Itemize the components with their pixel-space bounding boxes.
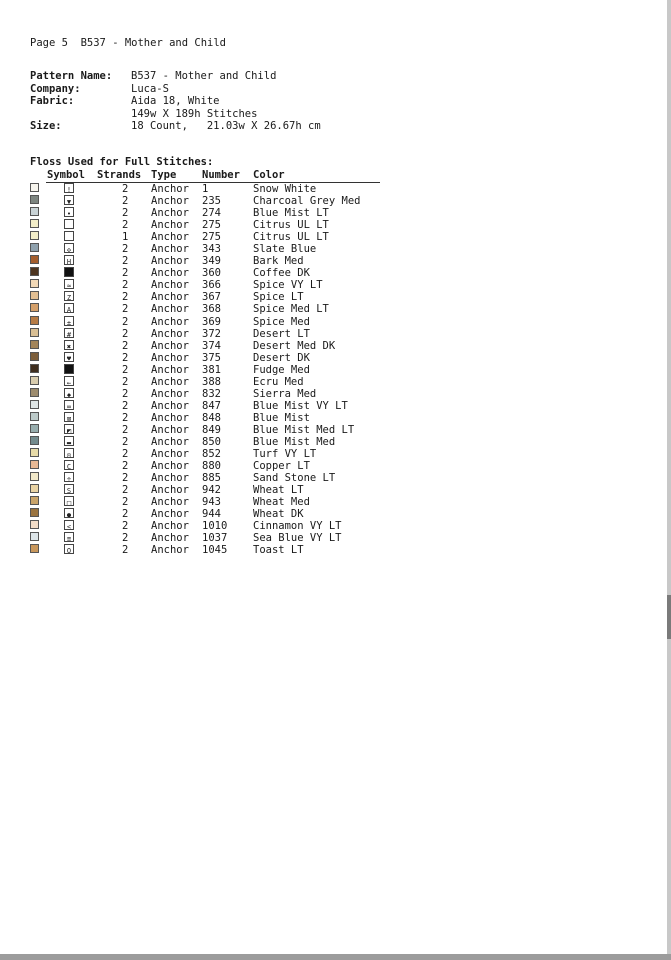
color-name-cell: Sea Blue VY LT — [253, 532, 342, 545]
color-swatch — [30, 183, 39, 192]
color-name-cell: Citrus UL LT — [253, 231, 329, 244]
column-type: Type — [151, 169, 177, 181]
number-cell: 1010 — [202, 520, 228, 533]
number-cell: 847 — [202, 399, 221, 412]
number-cell: 944 — [202, 508, 221, 521]
stitch-symbol-icon: Z — [64, 291, 74, 301]
table-row — [30, 291, 390, 303]
color-name-cell: Toast LT — [253, 544, 304, 557]
stitch-symbol-icon: • — [64, 207, 74, 217]
number-cell: 349 — [202, 255, 221, 268]
strands-cell: 2 — [122, 460, 129, 473]
color-swatch — [30, 448, 39, 457]
document-title: B537 - Mother and Child — [80, 37, 226, 49]
color-name-cell: Coffee DK — [253, 267, 310, 280]
table-row — [30, 316, 390, 328]
number-cell: 848 — [202, 411, 221, 424]
strands-cell: 2 — [122, 435, 129, 448]
type-cell: Anchor — [151, 255, 189, 268]
table-row — [30, 231, 390, 243]
stitch-symbol-icon — [64, 219, 74, 229]
column-number: Number — [202, 169, 240, 181]
strands-cell: 1 — [122, 231, 129, 244]
table-row — [30, 364, 390, 376]
size-value: 18 Count, 21.03w X 26.67h cm — [131, 120, 321, 132]
color-swatch — [30, 472, 39, 481]
page-header — [30, 37, 226, 49]
pattern-name-row — [30, 70, 321, 83]
table-row — [30, 496, 390, 508]
stitch-symbol-icon — [64, 267, 74, 277]
color-swatch — [30, 243, 39, 252]
type-cell: Anchor — [151, 351, 189, 364]
color-swatch — [30, 316, 39, 325]
color-name-cell: Desert DK — [253, 351, 310, 364]
number-cell: 943 — [202, 496, 221, 509]
color-name-cell: Turf VY LT — [253, 448, 317, 461]
stitch-symbol-icon: ✖ — [64, 340, 74, 350]
number-cell: 375 — [202, 351, 221, 364]
stitch-symbol-icon: C — [64, 460, 74, 470]
type-cell: Anchor — [151, 279, 189, 292]
color-swatch — [30, 207, 39, 216]
color-swatch — [30, 520, 39, 529]
color-swatch — [30, 255, 39, 264]
strands-cell: 2 — [122, 496, 129, 509]
table-row — [30, 352, 390, 364]
color-name-cell: Bark Med — [253, 255, 304, 268]
number-cell: 367 — [202, 291, 221, 304]
scrollbar-edge — [667, 0, 671, 960]
color-swatch — [30, 400, 39, 409]
color-name-cell: Citrus UL LT — [253, 219, 329, 232]
color-name-cell: Cinnamon VY LT — [253, 520, 342, 533]
color-name-cell: Blue Mist VY LT — [253, 399, 348, 412]
color-name-cell: Spice VY LT — [253, 279, 323, 292]
fabric-label: Fabric: — [30, 95, 75, 107]
number-cell: 1037 — [202, 532, 228, 545]
floss-section-title: Floss Used for Full Stitches: — [30, 156, 214, 168]
color-name-cell: Wheat LT — [253, 484, 304, 497]
stitch-symbol-icon: ⊠ — [64, 412, 74, 422]
color-swatch — [30, 279, 39, 288]
strands-cell: 2 — [122, 448, 129, 461]
number-cell: 852 — [202, 448, 221, 461]
table-row — [30, 267, 390, 279]
strands-cell: 2 — [122, 532, 129, 545]
type-cell: Anchor — [151, 207, 189, 220]
type-cell: Anchor — [151, 327, 189, 340]
table-row — [30, 219, 390, 231]
column-color: Color — [253, 169, 285, 181]
pattern-name-value: B537 - Mother and Child — [131, 70, 277, 82]
color-swatch — [30, 340, 39, 349]
number-cell: 366 — [202, 279, 221, 292]
stitch-symbol-icon: ≡ — [64, 532, 74, 542]
table-row — [30, 460, 390, 472]
stitch-symbol-icon: ◎ — [64, 448, 74, 458]
type-cell: Anchor — [151, 303, 189, 316]
number-cell: 850 — [202, 435, 221, 448]
table-row — [30, 207, 390, 219]
stitch-symbol-icon: S — [64, 484, 74, 494]
color-swatch — [30, 424, 39, 433]
strands-cell: 2 — [122, 339, 129, 352]
stitches-label-spacer — [30, 108, 131, 121]
color-name-cell: Sand Stone LT — [253, 472, 336, 485]
type-cell: Anchor — [151, 219, 189, 232]
color-swatch — [30, 388, 39, 397]
color-swatch — [30, 412, 39, 421]
color-swatch — [30, 364, 39, 373]
type-cell: Anchor — [151, 496, 189, 509]
size-row — [30, 120, 321, 133]
strands-cell: 2 — [122, 303, 129, 316]
column-strands: Strands — [97, 169, 142, 181]
stitch-symbol-icon: < — [64, 520, 74, 530]
type-cell: Anchor — [151, 532, 189, 545]
column-symbol: Symbol — [47, 169, 85, 181]
type-cell: Anchor — [151, 508, 189, 521]
table-row — [30, 376, 390, 388]
type-cell: Anchor — [151, 423, 189, 436]
strands-cell: 2 — [122, 520, 129, 533]
number-cell: 368 — [202, 303, 221, 316]
type-cell: Anchor — [151, 520, 189, 533]
color-name-cell: Blue Mist — [253, 411, 310, 424]
type-cell: Anchor — [151, 472, 189, 485]
stitch-symbol-icon: ! — [64, 183, 74, 193]
number-cell: 942 — [202, 484, 221, 497]
color-swatch — [30, 219, 39, 228]
table-row — [30, 328, 390, 340]
table-row — [30, 436, 390, 448]
stitches-row — [30, 108, 321, 121]
stitch-symbol-icon: ◩ — [64, 424, 74, 434]
strands-cell: 2 — [122, 363, 129, 376]
page-bottom-edge — [0, 954, 671, 960]
number-cell: 275 — [202, 231, 221, 244]
color-swatch — [30, 291, 39, 300]
color-name-cell: Slate Blue — [253, 243, 317, 256]
stitch-symbol-icon: ♥ — [64, 352, 74, 362]
stitch-symbol-icon: H — [64, 255, 74, 265]
type-cell: Anchor — [151, 435, 189, 448]
stitches-value: 149w X 189h Stitches — [131, 107, 258, 120]
color-name-cell: Spice Med LT — [253, 303, 329, 316]
stitch-symbol-icon: ▬ — [64, 436, 74, 446]
number-cell: 235 — [202, 195, 221, 208]
edge-mark — [667, 595, 671, 639]
type-cell: Anchor — [151, 484, 189, 497]
pattern-name-label: Pattern Name: — [30, 70, 113, 82]
number-cell: 1 — [202, 183, 209, 195]
number-cell: 1045 — [202, 544, 228, 557]
color-swatch — [30, 460, 39, 469]
stitch-symbol-icon: ✣ — [64, 243, 74, 253]
stitch-symbol-icon: ▼ — [64, 195, 74, 205]
stitch-symbol-icon: A — [64, 303, 74, 313]
stitch-symbol-icon: ◆ — [64, 388, 74, 398]
color-swatch — [30, 436, 39, 445]
color-swatch — [30, 484, 39, 493]
color-name-cell: Spice LT — [253, 291, 304, 304]
strands-cell: 2 — [122, 183, 129, 195]
color-name-cell: Desert LT — [253, 327, 310, 340]
type-cell: Anchor — [151, 448, 189, 461]
type-cell: Anchor — [151, 399, 189, 412]
pattern-info — [30, 70, 321, 133]
type-cell: Anchor — [151, 195, 189, 208]
type-cell: Anchor — [151, 183, 189, 195]
strands-cell: 2 — [122, 327, 129, 340]
strands-cell: 2 — [122, 411, 129, 424]
table-row — [30, 424, 390, 436]
strands-cell: 2 — [122, 207, 129, 220]
table-row — [30, 340, 390, 352]
number-cell: 369 — [202, 315, 221, 328]
color-swatch — [30, 303, 39, 312]
number-cell: 360 — [202, 267, 221, 280]
color-name-cell: Sierra Med — [253, 387, 317, 400]
strands-cell: 2 — [122, 508, 129, 521]
number-cell: 274 — [202, 207, 221, 220]
strands-cell: 2 — [122, 544, 129, 557]
type-cell: Anchor — [151, 411, 189, 424]
strands-cell: 2 — [122, 472, 129, 485]
color-name-cell: Desert Med DK — [253, 339, 336, 352]
color-swatch — [30, 195, 39, 204]
table-row — [30, 388, 390, 400]
strands-cell: 2 — [122, 375, 129, 388]
stitch-symbol-icon: ← — [64, 376, 74, 386]
color-name-cell: Wheat Med — [253, 496, 310, 509]
stitch-symbol-icon — [64, 231, 74, 241]
company-row — [30, 83, 321, 96]
company-label: Company: — [30, 82, 81, 95]
stitch-symbol-icon: ÷ — [64, 472, 74, 482]
number-cell: 275 — [202, 219, 221, 232]
table-row — [30, 448, 390, 460]
color-swatch — [30, 376, 39, 385]
strands-cell: 2 — [122, 387, 129, 400]
strands-cell: 2 — [122, 279, 129, 292]
number-cell: 880 — [202, 460, 221, 473]
stitch-symbol-icon: ∞ — [64, 400, 74, 410]
number-cell: 343 — [202, 243, 221, 256]
strands-cell: 2 — [122, 195, 129, 208]
table-row — [30, 508, 390, 520]
size-label: Size: — [30, 120, 62, 132]
color-name-cell: Blue Mist LT — [253, 207, 329, 220]
strands-cell: 2 — [122, 267, 129, 280]
stitch-symbol-icon: ± — [64, 316, 74, 326]
table-row — [30, 183, 390, 195]
table-row — [30, 303, 390, 315]
strands-cell: 2 — [122, 423, 129, 436]
table-row — [30, 532, 390, 544]
color-name-cell: Fudge Med — [253, 363, 310, 376]
type-cell: Anchor — [151, 375, 189, 388]
color-name-cell: Charcoal Grey Med — [253, 195, 361, 208]
table-row — [30, 243, 390, 255]
stitch-symbol-icon — [64, 364, 74, 374]
table-row — [30, 255, 390, 267]
type-cell: Anchor — [151, 387, 189, 400]
number-cell: 832 — [202, 387, 221, 400]
stitch-symbol-icon: # — [64, 328, 74, 338]
color-name-cell: Ecru Med — [253, 375, 304, 388]
strands-cell: 2 — [122, 399, 129, 412]
type-cell: Anchor — [151, 339, 189, 352]
color-name-cell: Copper LT — [253, 460, 310, 473]
color-name-cell: Blue Mist Med LT — [253, 423, 355, 436]
type-cell: Anchor — [151, 291, 189, 304]
color-name-cell: Blue Mist Med — [253, 435, 336, 448]
strands-cell: 2 — [122, 484, 129, 497]
color-name-cell: Snow White — [253, 183, 317, 195]
type-cell: Anchor — [151, 460, 189, 473]
number-cell: 388 — [202, 375, 221, 388]
color-swatch — [30, 328, 39, 337]
color-swatch — [30, 496, 39, 505]
table-row — [30, 400, 390, 412]
number-cell: 372 — [202, 327, 221, 340]
strands-cell: 2 — [122, 291, 129, 304]
number-cell: 381 — [202, 363, 221, 376]
color-name-cell: Spice Med — [253, 315, 310, 328]
page-number: Page 5 — [30, 37, 68, 49]
strands-cell: 2 — [122, 315, 129, 328]
type-cell: Anchor — [151, 231, 189, 244]
number-cell: 374 — [202, 339, 221, 352]
strands-cell: 2 — [122, 351, 129, 364]
color-swatch — [30, 352, 39, 361]
table-row — [30, 195, 390, 207]
company-value: Luca-S — [131, 82, 169, 95]
number-cell: 885 — [202, 472, 221, 485]
stitch-symbol-icon: ● — [64, 508, 74, 518]
table-row — [30, 472, 390, 484]
table-row — [30, 484, 390, 496]
strands-cell: 2 — [122, 255, 129, 268]
color-swatch — [30, 544, 39, 553]
color-swatch — [30, 508, 39, 517]
table-row — [30, 544, 390, 556]
fabric-row — [30, 95, 321, 108]
color-swatch — [30, 267, 39, 276]
table-row — [30, 412, 390, 424]
floss-table-header — [30, 169, 380, 182]
color-swatch — [30, 231, 39, 240]
strands-cell: 2 — [122, 243, 129, 256]
color-swatch — [30, 532, 39, 541]
type-cell: Anchor — [151, 315, 189, 328]
type-cell: Anchor — [151, 267, 189, 280]
strands-cell: 2 — [122, 219, 129, 232]
type-cell: Anchor — [151, 363, 189, 376]
color-name-cell: Wheat DK — [253, 508, 304, 521]
stitch-symbol-icon: O — [64, 544, 74, 554]
floss-table — [30, 183, 390, 556]
type-cell: Anchor — [151, 243, 189, 256]
stitch-symbol-icon: ≈ — [64, 279, 74, 289]
type-cell: Anchor — [151, 544, 189, 557]
table-row — [30, 520, 390, 532]
fabric-value: Aida 18, White — [131, 95, 220, 107]
number-cell: 849 — [202, 423, 221, 436]
stitch-symbol-icon: □ — [64, 496, 74, 506]
table-row — [30, 279, 390, 291]
